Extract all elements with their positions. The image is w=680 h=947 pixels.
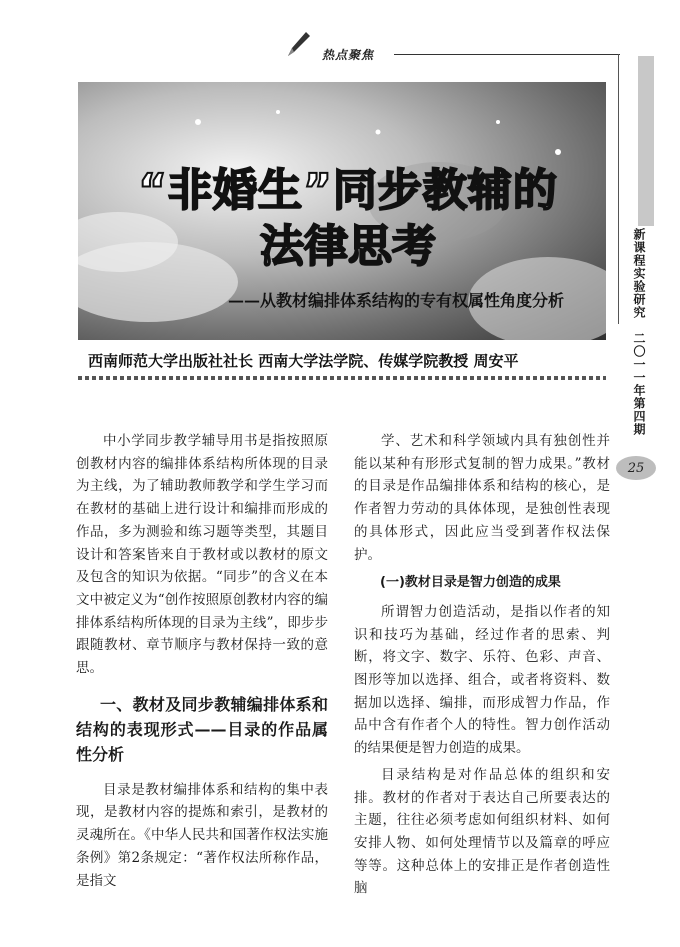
pen-icon [284, 30, 312, 58]
right-column [354, 430, 610, 900]
section-tag: 热点聚焦 [322, 48, 375, 62]
paragraph: 目录结构是对作品总体的组织和安排。教材的作者对于表达自己所要表达的主题，往往必须考虑如何组织材料、如何安排人物、如何处理情节以及篇章的呼应等等。这种总体上的安排正是作者创造性脑 [354, 766, 610, 897]
journal-name: 新课程实验研究 [632, 228, 646, 319]
paragraph: 目录是教材编排体系和结构的集中表现，是教材内容的提炼和索引，是教材的灵魂所在。《中华人民共和国著作权法实施条例》第2条规定：“著作权法所称作品，是指文 [76, 781, 328, 889]
title-banner [78, 82, 606, 340]
paragraph: 中小学同步教学辅导用书是指按照原创教材内容的编排体系结构所体现的目录为主线，为了辅助教师教学和学生学习而在教材的基础上进行设计和编排而形成的作品，多为测验和练习题等类型，其题目设计和答案皆来自于教材或以教材的原文及包含的知识为依据。“同步”的含义在本文中被定义为“创作按照原创教材内容的编排体系结构所体现的目录为主线”，即步步跟随教材、章节顺序与教材保持一致的意思。 [76, 433, 328, 677]
side-rule [618, 54, 619, 324]
journal-info [620, 228, 646, 436]
page-number: 25 [627, 461, 645, 476]
issue-info: 二〇一一年第四期 [632, 332, 646, 437]
author-line: 西南师范大学出版社社长 西南大学法学院、传媒学院教授 周安平 [88, 352, 519, 370]
banner-title-line1: “非婚生”同步教辅的 [138, 165, 558, 216]
author-rule [78, 376, 606, 380]
section-heading: 一、教材及同步教辅编排体系和结构的表现形式——目录的作品属性分析 [76, 694, 328, 764]
left-column [76, 430, 328, 892]
paragraph: 学、艺术和科学领域内具有独创性并能以某种有形形式复制的智力成果。”教材的目录是作品编排体系和结构的核心，是作者智力劳动的具体体现，是独创性表现的具体形式，因此应当受到著作权法保护。 [354, 433, 610, 563]
subsection-heading: (一)教材目录是智力创造的成果 [380, 575, 561, 591]
side-tab [638, 56, 654, 226]
banner-subtitle: ——从教材编排体系结构的专有权属性角度分析 [228, 291, 565, 310]
paragraph: 所谓智力创造活动，是指以作者的知识和技巧为基础，经过作者的思索、判断，将文字、数字、乐符、色彩、声音、图形等加以选择、组合，或者将资料、数据加以选择、编排，而形成智力作品，作品中含有作者个人的特性。智力创作活动的结果便是智力创造的成果。 [354, 603, 610, 757]
header-rule [394, 54, 620, 55]
banner-title-line2: 法律思考 [260, 221, 436, 272]
